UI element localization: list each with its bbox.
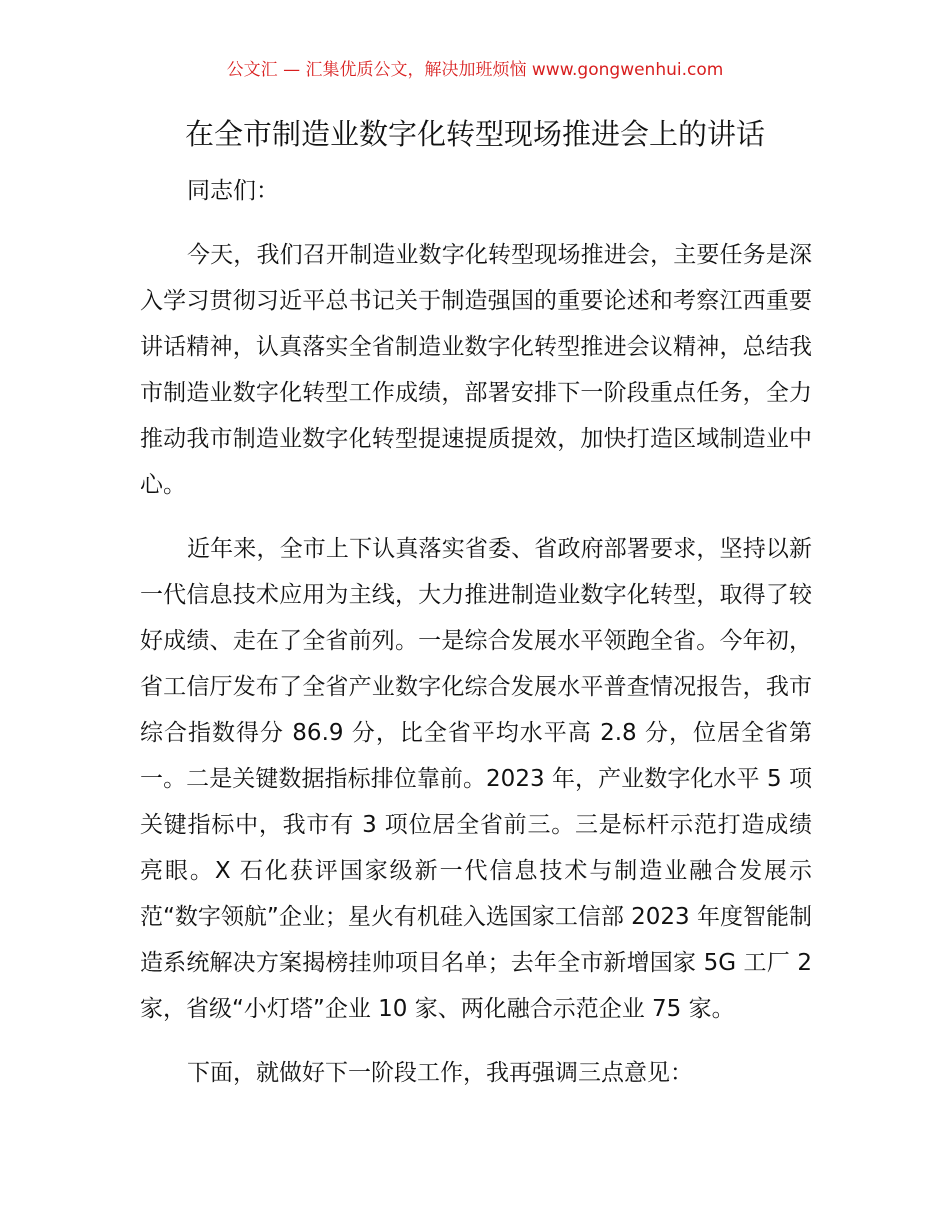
document-body [140, 168, 812, 1114]
paragraph-transition: 下面，就做好下一阶段工作，我再强调三点意见： [187, 1060, 693, 1086]
document-title: 在全市制造业数字化转型现场推进会上的讲话 [184, 117, 765, 151]
paragraph-opening: 今天，我们召开制造业数字化转型现场推进会，主要任务是深入学习贯彻习近平总书记关于制造强国的重要论述和考察江西重要讲话精神，认真落实全省制造业数字化转型推进会议精神，总结我市制造业数字化转型工作成绩，部署安排下一阶段重点任务，全力推动我市制造业数字化转型提速提质提效，加快打造区域制造业中心。 [140, 242, 812, 498]
salutation: 同志们： [187, 178, 279, 204]
header-banner: 公文汇 — 汇集优质公文，解决加班烦恼 www.gongwenhui.com [226, 60, 724, 80]
paragraph-achievements: 近年来，全市上下认真落实省委、省政府部署要求，坚持以新一代信息技术应用为主线，大力推进制造业数字化转型，取得了较好成绩、走在了全省前列。一是综合发展水平领跑全省。今年初，省工信厅发布了全省产业数字化综合发展水平普查情况报告，我市综合指数得分 86.9 分，比全省平均水平高 2.8 分，位居全省第一。二是关键数据指标排位靠前。2023 年，产业数字化水平 5 项关键指标中，我市有 3 项位居全省前三。三是标杆示范打造成绩亮眼。X 石化获评国家级新一代信息技术与制造业融合发展示范“数字领航”企业；星火有机硅入选国家工信部 2023 年度智能制造系统解决方案揭榜挂帅项目名单；去年全市新增国家 5G 工厂 2 家，省级“小灯塔”企业 10 家、两化融合示范企业 75 家。 [140, 536, 812, 1022]
